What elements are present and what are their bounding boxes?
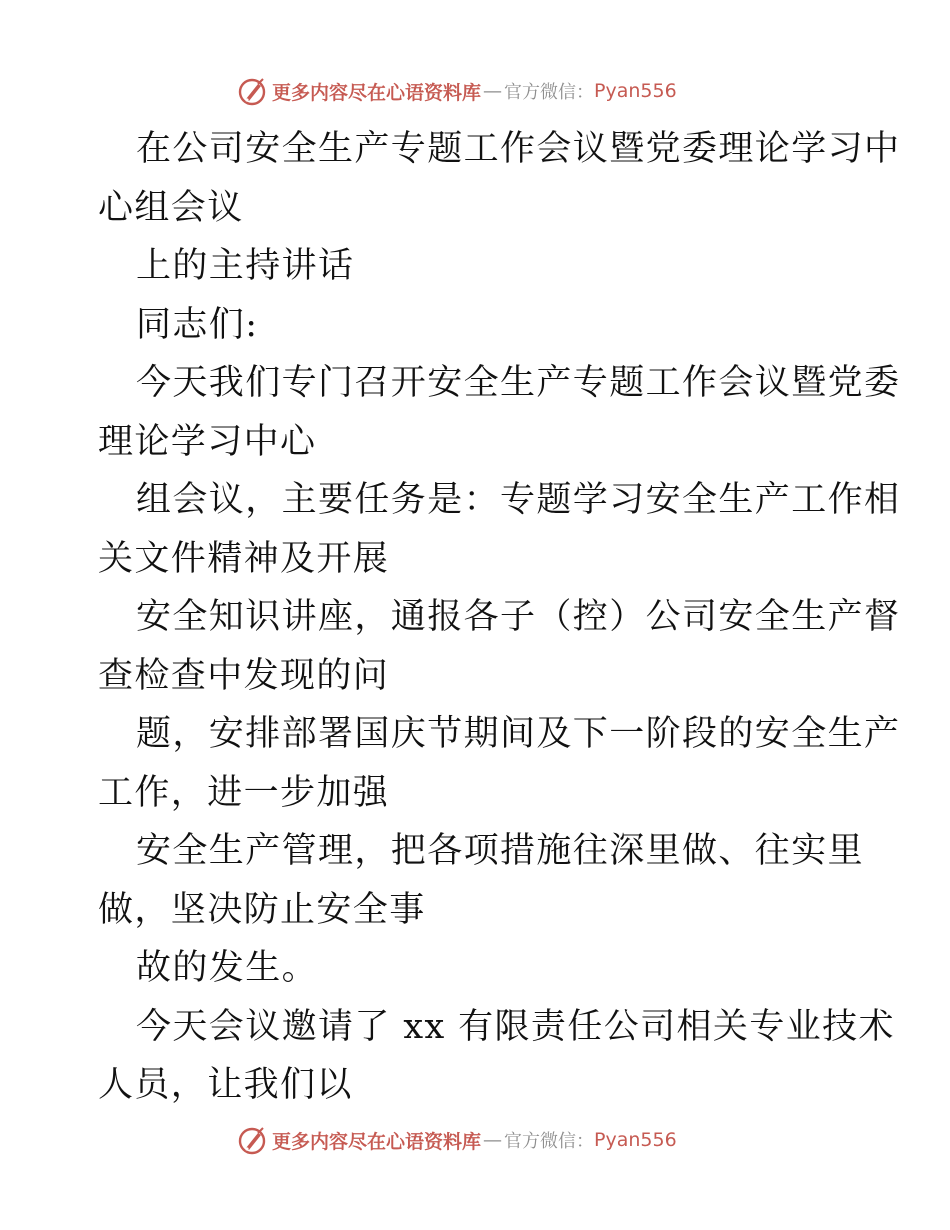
- paragraph-line: 安全生产管理，把各项措施往深里做、往实里: [136, 831, 865, 871]
- paragraph-line: 安全知识讲座，通报各子（控）公司安全生产督: [136, 597, 901, 637]
- subtitle-line: 上的主持讲话: [136, 246, 355, 286]
- document-body: [98, 120, 901, 1115]
- watermark-separator: —: [483, 1129, 503, 1151]
- watermark-wechat-id: Pyan556: [594, 1129, 677, 1151]
- watermark-wechat-label: 官方微信：: [504, 82, 595, 103]
- salutation: 同志们:: [136, 304, 259, 345]
- paragraph-line: 人员，让我们以: [98, 1065, 353, 1105]
- quill-pen-logo-icon: [236, 1124, 268, 1156]
- paragraph-line: 今天会议邀请了 xx 有限责任公司相关专业技术: [136, 1006, 895, 1047]
- paragraph-line: 关文件精神及开展: [98, 538, 390, 579]
- footer-watermark: [236, 1123, 677, 1157]
- paragraph-line: 查检查中发现的问: [98, 655, 390, 696]
- header-watermark: [236, 74, 677, 108]
- title-line-2: 心组会议: [98, 187, 244, 228]
- watermark-wechat-id: Pyan556: [594, 80, 677, 102]
- watermark-text: 更多内容尽在心语资料库: [272, 81, 482, 104]
- paragraph-line: 组会议，主要任务是：专题学习安全生产工作相: [136, 480, 901, 520]
- watermark-wechat-label: 官方微信：: [504, 1131, 595, 1152]
- paragraph-line: 理论学习中心: [98, 421, 317, 462]
- watermark-text: 更多内容尽在心语资料库: [272, 1130, 482, 1153]
- paragraph-line: 题，安排部署国庆节期间及下一阶段的安全生产: [136, 714, 901, 754]
- title-line-1: 在公司安全生产专题工作会议暨党委理论学习中: [136, 129, 901, 169]
- paragraph-line: 故的发生。: [136, 948, 319, 988]
- quill-pen-logo-icon: [236, 75, 268, 107]
- watermark-separator: —: [483, 80, 503, 102]
- paragraph-line: 做，坚决防止安全事: [98, 889, 426, 930]
- paragraph-line: 今天我们专门召开安全生产专题工作会议暨党委: [136, 363, 901, 403]
- paragraph-line: 工作，进一步加强: [98, 772, 390, 813]
